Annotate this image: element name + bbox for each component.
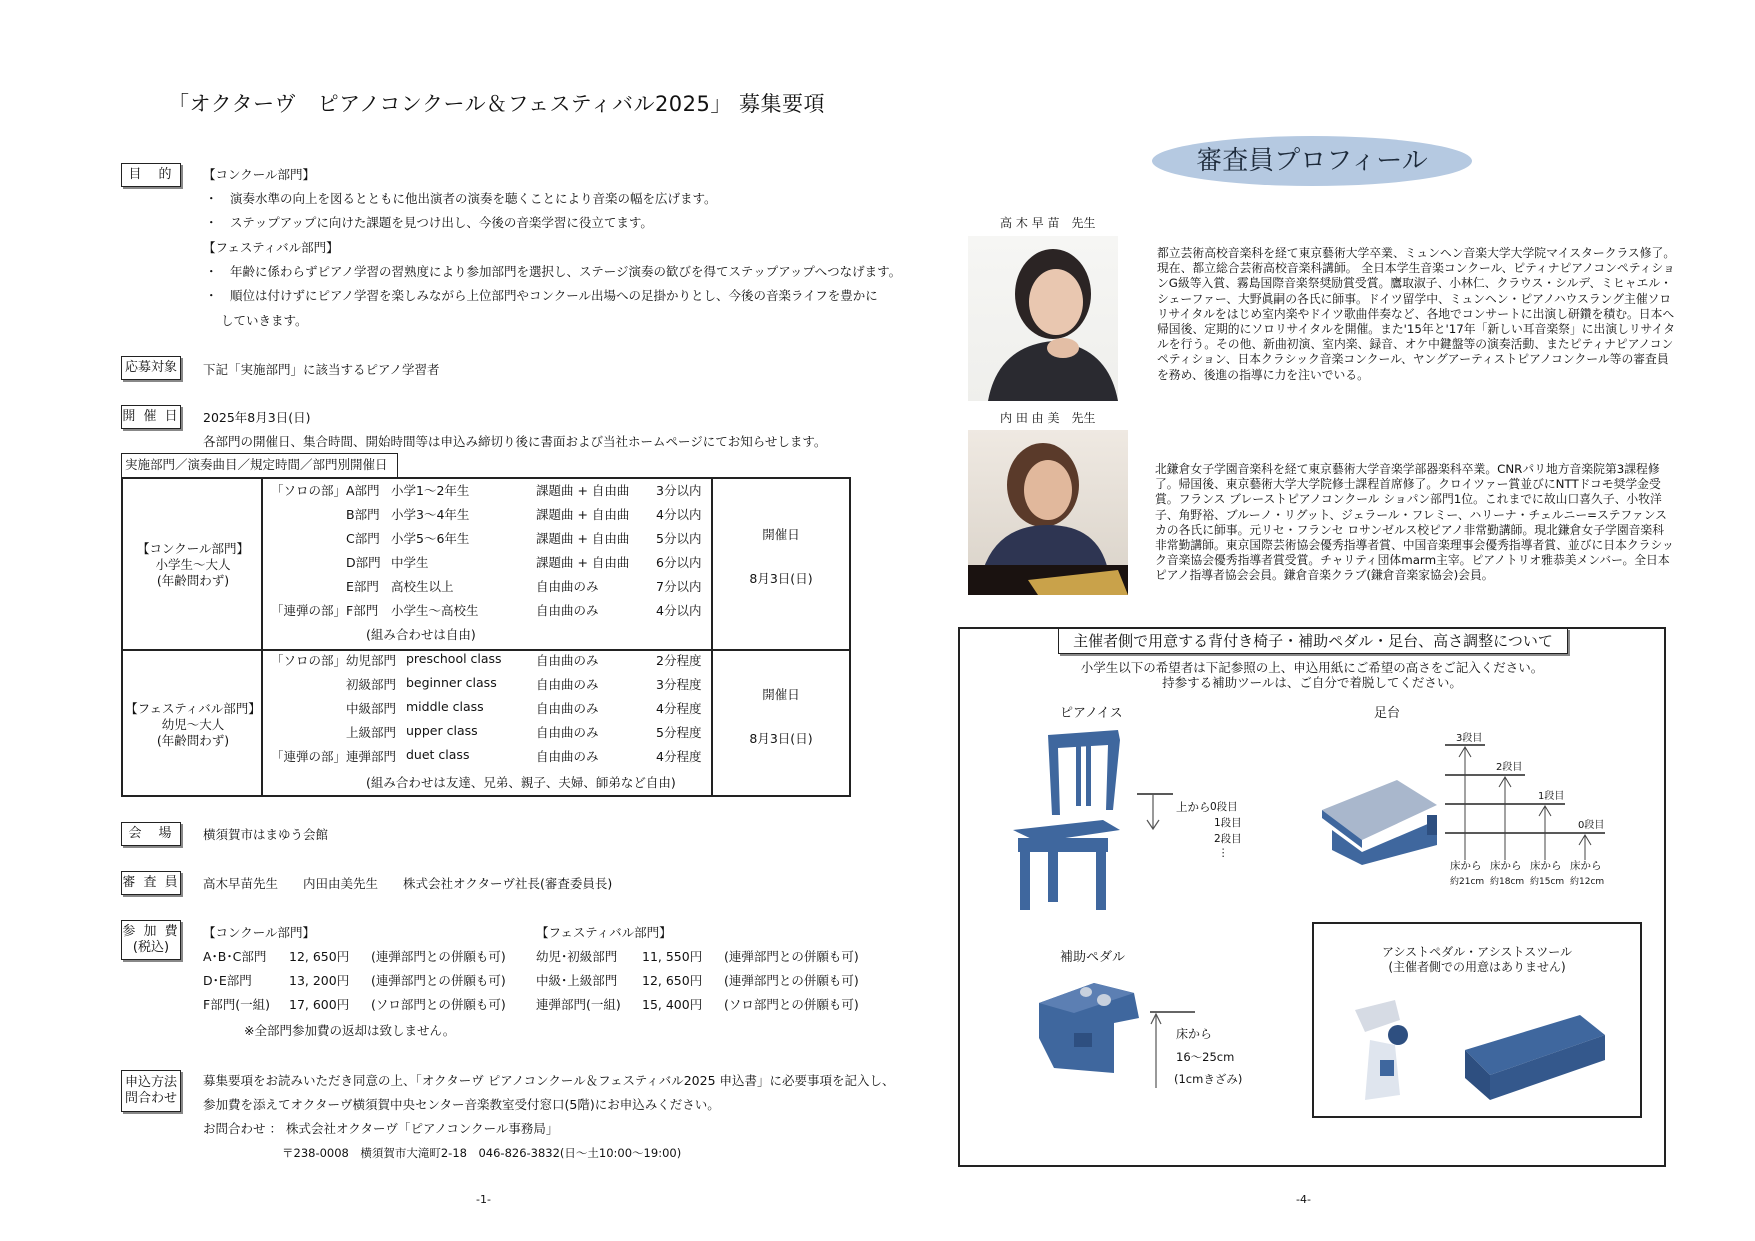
purpose-item: ・ ステップアップに向けた課題を見つけ出し、今後の音楽学習に役立てます。 (205, 215, 653, 230)
equipment-instruction-2: 持参する補助ツールは、ご自分で着脱してください。 (1162, 675, 1462, 690)
fee-concours-heading: 【コンクール部門】 (203, 925, 316, 940)
apply-line-3: お問合わせ ： 株式会社オクターヴ「ピアノコンクール事務局」 (203, 1121, 559, 1136)
purpose-item: ・ 演奏水準の向上を図るとともに他出演者の演奏を聴くことにより音楽の幅を広げます。 (205, 191, 717, 206)
concours-cell (123, 541, 263, 589)
festival-date-label: 開催日 (762, 687, 800, 702)
schedule-piece: 自由曲のみ (536, 653, 599, 668)
schedule-piece: 自由曲のみ (536, 677, 599, 692)
schedule-piece: 課題曲 + 自由曲 (536, 531, 630, 546)
festival-cell (123, 701, 263, 749)
schedule-group: 「連弾の部」 (271, 603, 347, 618)
schedule-time: 4分以内 (656, 507, 702, 522)
fee-price: 15, 400円 (642, 997, 703, 1012)
schedule-div: 幼児部門 (346, 653, 397, 668)
chair-icon (1008, 730, 1128, 910)
schedule-group: 「ソロの部」 (271, 653, 347, 668)
equipment-title: 主催者側で用意する背付き椅子・補助ペダル・足台、高さ調整について (1058, 628, 1568, 654)
pedal-label: 補助ペダル (1060, 950, 1126, 965)
schedule-div: 中級部門 (346, 701, 397, 716)
schedule-piece: 自由曲のみ (536, 579, 599, 594)
schedule-time: 3分以内 (656, 483, 702, 498)
concours-note: (組み合わせは自由) (366, 627, 476, 642)
footrest-height: 約21cm (1450, 877, 1485, 887)
purpose-item: ・ 順位は付けずにピアノ学習を楽しみながら上位部門やコンクール出場への足掛かりとし、今後の音楽ライフを豊かに (205, 288, 878, 303)
concours-date-value: 8月3日(日) (749, 571, 813, 586)
schedule-group: 「ソロの部」 (271, 483, 347, 498)
footrest-label: 足台 (1374, 706, 1401, 721)
fee-price: 17, 600円 (289, 997, 350, 1012)
chair-ellipsis: ⋮ (1218, 847, 1229, 859)
footrest-level: 0段目 (1578, 820, 1605, 831)
schedule-target: middle class (406, 699, 484, 714)
assist-pedal-icon (1350, 1000, 1420, 1105)
schedule-piece: 課題曲 + 自由曲 (536, 507, 630, 522)
fee-name: 中級･上級部門 (536, 973, 618, 988)
assist-title-1: アシストペダル・アシストスツール (1382, 945, 1572, 959)
schedule-time: 6分以内 (656, 555, 702, 570)
page-number-right: -4- (1296, 1193, 1311, 1206)
profile-title: 審査員プロフィール (1152, 136, 1472, 186)
schedule-time: 7分以内 (656, 579, 702, 594)
schedule-time: 5分程度 (656, 725, 702, 740)
apply-label (121, 1070, 181, 1112)
schedule-target: upper class (406, 723, 478, 738)
chair-from-top: 上から (1176, 800, 1211, 814)
eligibility-text: 下記「実施部門」に該当するピアノ学習者 (203, 362, 440, 377)
schedule-target: beginner class (406, 675, 497, 690)
judge-photo-2 (968, 430, 1128, 595)
schedule-time: 4分以内 (656, 603, 702, 618)
purpose-concours-heading: 【コンクール部門】 (203, 167, 316, 182)
fee-price: 11, 550円 (642, 949, 703, 964)
schedule-target: 小学5～6年生 (391, 531, 470, 546)
footrest-icon (1322, 780, 1452, 865)
judge-name-2: 内 田 由 美 先生 (1000, 411, 1096, 425)
fee-note: (連弾部門との併願も可) (371, 949, 506, 964)
schedule-piece: 課題曲 + 自由曲 (536, 555, 630, 570)
venue-text: 横須賀市はまゆう会館 (203, 827, 329, 842)
purpose-label: 目 的 (121, 163, 181, 187)
schedule-piece: 自由曲のみ (536, 725, 599, 740)
pedal-range: 16～25cm (1176, 1050, 1235, 1064)
pedal-from-floor: 床から (1176, 1027, 1213, 1041)
fee-name: F部門(一組) (203, 997, 270, 1012)
schedule-target: preschool class (406, 651, 502, 666)
footrest-from-floor: 床から (1570, 860, 1602, 872)
schedule-target: 中学生 (391, 555, 429, 570)
judge-bio-2: 北鎌倉女子学園音楽科を経て東京藝術大学音楽学部器楽科卒業。CNRパリ地方音楽院第3課程修了。帰国後、東京藝術大学大学院修士課程首席修了。クロイツァー賞並びにNTTドコモ奨学金受賞。フランス ブレーストピアノコンクール ショパン部門1位。これまでに故山口喜久子、小牧洋子、角野裕、ブルーノ・リグット、ジェラール・フレミー、ハリーナ・チェルニー=ステファンスカの各氏に師事。元リセ・フランセ ロサンゼルス校ピアノ非常勤講師。現北鎌倉女子学園音楽科非常勤講師。東京国際芸術協会優秀指導者賞、中国音楽理事会優秀指導者賞、並びに日本クラシック音楽協会優秀指導者賞受賞。チャリティ団体marm主宰。ピアノトリオ雅恭美メンバー。全日本ピアノ指導者協会会員。鎌倉音楽クラブ(鎌倉音楽家協会)会員。 (1155, 462, 1674, 583)
judges-label: 審 査 員 (121, 871, 181, 895)
date-text: 2025年8月3日(日) (203, 410, 311, 425)
footrest-from-floor: 床から (1450, 860, 1482, 872)
festival-date-value: 8月3日(日) (749, 731, 813, 746)
fee-note: (ソロ部門との併願も可) (724, 997, 859, 1012)
footrest-height: 約18cm (1490, 877, 1525, 887)
concours-date-label: 開催日 (762, 527, 800, 542)
fee-price: 12, 650円 (642, 973, 703, 988)
schedule-header: 実施部門／演奏曲目／規定時間／部門別開催日 (121, 453, 398, 477)
festival-sub1: 幼児～大人 (161, 717, 225, 732)
fee-name: A･B･C部門 (203, 949, 267, 964)
schedule-piece: 自由曲のみ (536, 603, 599, 618)
apply-label-2: 問合わせ (124, 1091, 177, 1106)
festival-note: (組み合わせは友達、兄弟、親子、夫婦、師弟など自由) (366, 775, 676, 790)
judge-photo-1 (968, 236, 1118, 401)
assist-title-2: (主催者側での用意はありません) (1388, 960, 1566, 974)
schedule-target: 小学3～4年生 (391, 507, 470, 522)
concours-sub1: 小学生～大人 (155, 557, 231, 572)
fee-label-2: (税込) (132, 940, 170, 955)
date-label: 開 催 日 (121, 405, 181, 429)
purpose-item: ・ 年齢に係わらずピアノ学習の習熟度により参加部門を選択し、ステージ演奏の歓びを得てステップアップへつなげます。 (205, 264, 902, 279)
schedule-piece: 自由曲のみ (536, 701, 599, 716)
schedule-time: 3分程度 (656, 677, 702, 692)
fee-price: 13, 200円 (289, 973, 350, 988)
schedule-time: 2分程度 (656, 653, 702, 668)
schedule-div: 連弾部門 (346, 749, 397, 764)
fee-label-1: 参 加 費 (122, 923, 180, 939)
fee-note: (連弾部門との併願も可) (724, 949, 859, 964)
festival-sub2: (年齢問わず) (156, 733, 230, 748)
schedule-target: 高校生以上 (391, 579, 454, 594)
fee-note: (連弾部門との併願も可) (371, 973, 506, 988)
fee-note: (連弾部門との併願も可) (724, 973, 859, 988)
judge-name-1: 高 木 早 苗 先生 (1000, 216, 1096, 230)
fee-name: 連弾部門(一組) (536, 997, 621, 1012)
chair-level: 0段目 (1210, 801, 1238, 813)
schedule-div: 初級部門 (346, 677, 397, 692)
schedule-div: E部門 (346, 579, 379, 594)
page-number-left: -1- (476, 1193, 491, 1206)
footrest-height: 約15cm (1530, 877, 1565, 887)
schedule-piece: 課題曲 + 自由曲 (536, 483, 630, 498)
fee-note: (ソロ部門との併願も可) (371, 997, 506, 1012)
chair-level: 1段目 (1214, 817, 1242, 829)
schedule-target: 小学生～高校生 (391, 603, 479, 618)
schedule-piece: 自由曲のみ (536, 749, 599, 764)
footrest-from-floor: 床から (1530, 860, 1562, 872)
equipment-instruction-1: 小学生以下の希望者は下記参照の上、申込用紙にご希望の高さをご記入ください。 (1080, 660, 1544, 675)
schedule-div: D部門 (346, 555, 381, 570)
apply-line-2: 参加費を添えてオクターヴ横須賀中央センター音楽教室受付窓口(5階)にお申込みください。 (203, 1097, 720, 1112)
schedule-target: duet class (406, 747, 470, 762)
footrest-level: 2段目 (1496, 762, 1523, 773)
schedule-group: 「連弾の部」 (271, 749, 347, 764)
assist-stool-icon (1460, 1010, 1610, 1100)
footrest-levels-diagram (1445, 735, 1615, 860)
festival-title: 【フェスティバル部門】 (125, 701, 261, 716)
schedule-div: C部門 (346, 531, 380, 546)
apply-line-1: 募集要項をお読みいただき同意の上、「オクターヴ ピアノコンクール＆フェスティバル2025 申込書」に必要事項を記入し、 (203, 1073, 895, 1088)
page-title: 「オクターヴ ピアノコンクール＆フェスティバル2025」 募集要項 (168, 92, 826, 116)
schedule-div: F部門 (346, 603, 379, 618)
concours-title: 【コンクール部門】 (136, 541, 249, 556)
fee-price: 12, 650円 (289, 949, 350, 964)
chair-level: 2段目 (1214, 833, 1242, 845)
footrest-level: 3段目 (1456, 733, 1483, 744)
pedal-icon (1034, 978, 1164, 1073)
schedule-table (121, 477, 851, 797)
concours-sub2: (年齢問わず) (156, 573, 230, 588)
pedal-step: (1cmきざみ) (1174, 1072, 1243, 1086)
judges-text: 高木早苗先生 内田由美先生 株式会社オクターヴ社長(審査委員長) (203, 876, 613, 891)
eligibility-label: 応募対象 (121, 356, 181, 380)
apply-label-1: 申込方法 (124, 1074, 177, 1090)
schedule-div: 上級部門 (346, 725, 397, 740)
apply-line-4: 〒238-0008 横須賀市大滝町2-18 046-826-3832(日～土10:00～19:00) (282, 1146, 682, 1160)
fee-note: ※全部門参加費の返却は致しません。 (244, 1023, 456, 1038)
purpose-item-cont: していきます。 (221, 313, 308, 328)
fee-name: D･E部門 (203, 973, 252, 988)
date-note: 各部門の開催日、集合時間、開始時間等は申込み締切り後に書面および当社ホームページにてお知らせします。 (203, 434, 827, 449)
judge-bio-1: 都立芸術高校音楽科を経て東京藝術大学卒業、ミュンヘン音楽大学大学院マイスタークラス修了。現在、都立総合芸術高校音楽科講師。 全日本学生音楽コンクール、ピティナピアノコンペティションG級等入賞、霧島国際音楽祭奨励賞受賞。鷹取淑子、小林仁、クラウス・シルデ、ミヒャエル・シェーファー、大野眞嗣の各氏に師事。ドイツ留学中、ミュンヘン・ピアノハウスラング主催ソロリサイタルをはじめ室内楽やドイツ歌曲伴奏など、各地でコンサートに出演し研鑽を積む。日本へ帰国後、定期的にソロリサイタルを開催。また'15年と'17年「新しい耳音楽祭」に出演しリサイタルを行う。その他、新曲初演、室内楽、録音、オケ中鍵盤等の演奏活動、またピティナピアノコンペティション、日本クラシック音楽コンクール、ヤングアーティストピアノコンクール等の審査員を務め、後進の指導に力を注いでいる。 (1157, 246, 1676, 382)
purpose-festival-heading: 【フェスティバル部門】 (203, 240, 339, 255)
footrest-level: 1段目 (1538, 791, 1565, 802)
chair-down-arrow-icon (1135, 792, 1175, 832)
schedule-time: 4分程度 (656, 701, 702, 716)
schedule-div: A部門 (346, 483, 380, 498)
schedule-time: 5分以内 (656, 531, 702, 546)
fee-festival-heading: 【フェスティバル部門】 (536, 925, 672, 940)
schedule-target: 小学1～2年生 (391, 483, 470, 498)
footrest-height: 約12cm (1570, 877, 1605, 887)
footrest-from-floor: 床から (1490, 860, 1522, 872)
schedule-div: B部門 (346, 507, 380, 522)
fee-name: 幼児･初級部門 (536, 949, 618, 964)
schedule-time: 4分程度 (656, 749, 702, 764)
venue-label: 会 場 (121, 822, 181, 846)
fee-label (121, 920, 181, 960)
chair-label: ピアノイス (1060, 706, 1123, 721)
